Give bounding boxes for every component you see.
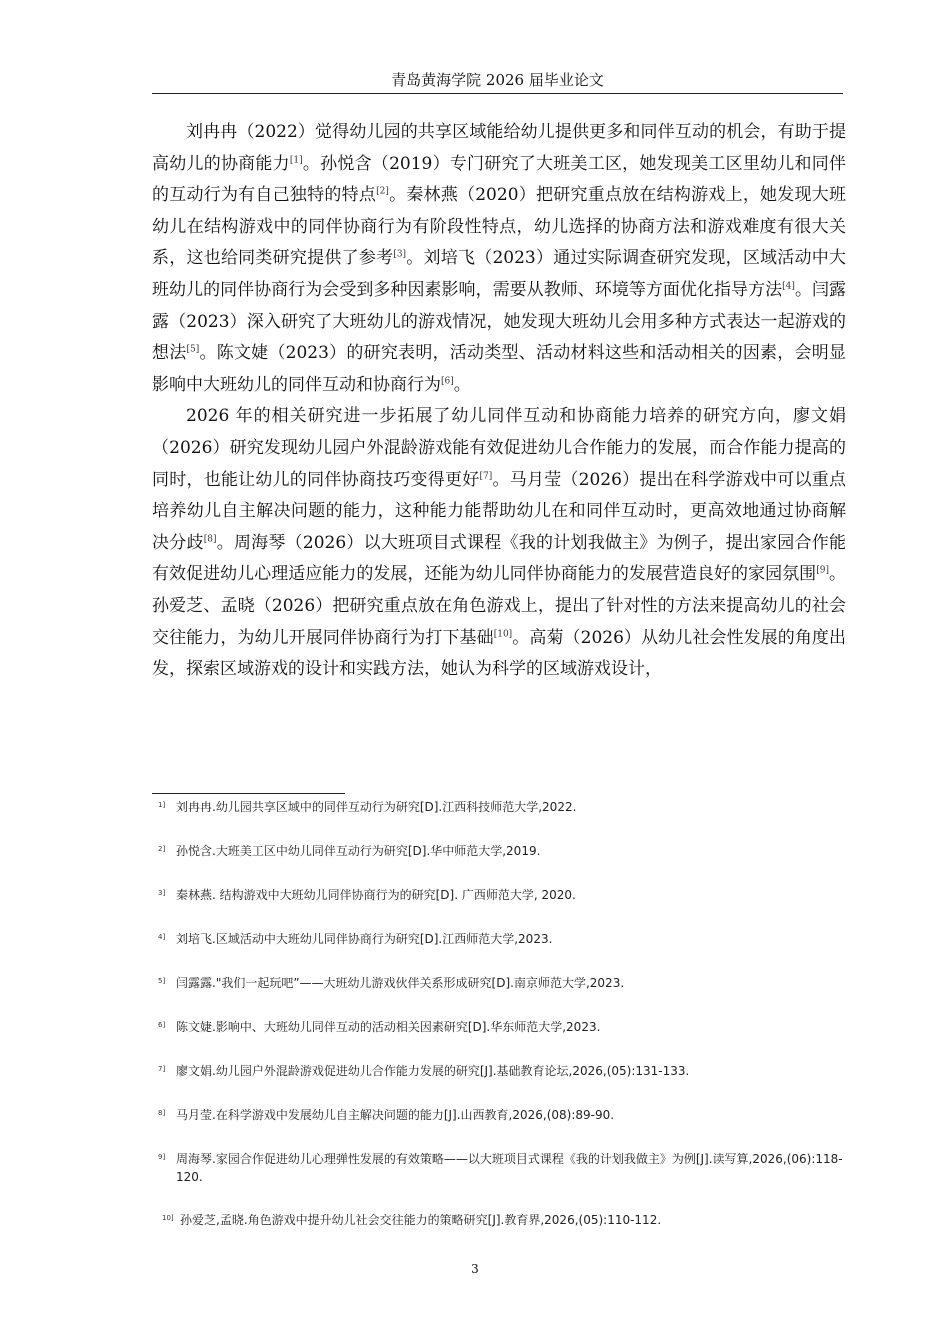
footnote-text: 周海琴.家园合作促进幼儿心理弹性发展的有效策略——以大班项目式课程《我的计划我做主》为例[J].读写算,2026,(06):118-120. — [176, 1152, 843, 1184]
citation-superscript: [6] — [441, 376, 454, 387]
paragraph-text: 。闫露露（2023）深入研究了大班幼儿的游戏情况，她发现大班幼儿会用多种方式表达一起游戏的想法 — [152, 279, 846, 364]
footnote — [158, 798, 852, 816]
footnote-text: 马月莹.在科学游戏中发展幼儿自主解决问题的能力[J].山西教育,2026,(08):89-90. — [176, 1108, 615, 1122]
footnote — [158, 1062, 852, 1080]
footnote-number: 6] — [158, 1021, 166, 1029]
citation-superscript: [3] — [393, 249, 407, 260]
footnote — [158, 930, 852, 948]
paragraph-text: 。高菊（2026）从幼儿社会性发展的角度出发，探索区域游戏的设计和实践方法，她认为科学的区域游戏设计， — [152, 627, 847, 680]
footnote-text: 孙爱芝,孟晓.角色游戏中提升幼儿社会交往能力的策略研究[J].教育界,2026,(05):110-112. — [180, 1213, 662, 1227]
footnote-number: 10] — [162, 1214, 174, 1222]
citation-superscript: [2] — [376, 186, 389, 197]
footnote-number: 9] — [158, 1153, 166, 1161]
footnote — [162, 1211, 856, 1229]
paragraph-text: 刘冉冉（2022）觉得幼儿园的共享区域能给幼儿提供更多和同伴互动的机会，有助于提高幼儿的协商能力 — [152, 122, 846, 174]
paragraph-text: 。周海琴（2026）以大班项目式课程《我的计划我做主》为例子，提出家园合作能有效促进幼儿心理适应能力的发展，还能为幼儿同伴协商能力的发展营造良好的家园氛围 — [152, 532, 847, 585]
paragraph-text: 。马月莹（2026）提出在科学游戏中可以重点培养幼儿自主解决问题的能力，这种能力能帮助幼儿在和同伴互动时，更高效地通过协商解决分歧 — [152, 469, 847, 553]
footnote — [158, 842, 852, 860]
footnote-text: 廖文娟.幼儿园户外混龄游戏促进幼儿合作能力发展的研究[J].基础教育论坛,2026,(05):131-133. — [176, 1064, 690, 1078]
paragraph-text: 。 — [453, 374, 471, 395]
footnote — [158, 1150, 852, 1186]
page-number: 3 — [471, 1262, 479, 1276]
footnote — [158, 1018, 852, 1036]
running-header: 青岛黄海学院 2026 届毕业论文 — [391, 71, 604, 89]
footnote-number: 7] — [158, 1065, 166, 1073]
footnote-text: 秦林燕. 结构游戏中大班幼儿同伴协商行为的研究[D]. 广西师范大学, 2020. — [176, 888, 576, 902]
paragraph-text: 。孙悦含（2019）专门研究了大班美工区，她发现美工区里幼儿和同伴的互动行为有自己独特的特点 — [152, 153, 847, 206]
footnote-text: 闫露露."我们一起玩吧”——大班幼儿游戏伙伴关系形成研究[D].南京师范大学,2023. — [176, 976, 625, 990]
paragraph-text: 。刘培飞（2023）通过实际调查研究发现，区域活动中大班幼儿的同伴协商行为会受到多种因素影响，需要从教师、环境等方面优化指导方法 — [152, 248, 846, 300]
paragraph-text: 。秦林燕（2020）把研究重点放在结构游戏上，她发现大班幼儿在结构游戏中的同伴协商行为有阶段性特点，幼儿选择的协商方法和游戏难度有很大关系，这也给同类研究提供了参考 — [152, 185, 847, 269]
footnote-number: 4] — [158, 933, 166, 941]
paragraph — [152, 401, 846, 685]
header-divider — [152, 93, 843, 94]
paragraph-text: 2026 年的相关研究进一步拓展了幼儿同伴互动和协商能力培养的研究方向，廖文娟（2026）研究发现幼儿园户外混龄游戏能有效促进幼儿合作能力的发展，而合作能力提高的同时，也能让幼儿的同伴协商技巧变得更好 — [152, 406, 846, 490]
footnote-number: 5] — [158, 977, 166, 985]
citation-superscript: [4] — [782, 281, 795, 292]
citation-superscript: [8] — [203, 534, 217, 545]
footnote — [158, 1106, 852, 1124]
footnote-text: 刘培飞.区域活动中大班幼儿同伴协商行为研究[D].江西师范大学,2023. — [176, 932, 553, 946]
paragraph-text: 。孙爱芝、孟晓（2026）把研究重点放在角色游戏上，提出了针对性的方法来提高幼儿的社会交往能力，为幼儿开展同伴协商行为打下基础 — [152, 564, 846, 648]
citation-superscript: [7] — [479, 470, 493, 481]
footnote-number: 3] — [158, 889, 166, 897]
body-text — [152, 117, 846, 686]
citation-superscript: [10] — [493, 628, 513, 639]
paragraph — [152, 117, 846, 401]
footnote-text: 孙悦含.大班美工区中幼儿同伴互动行为研究[D].华中师范大学,2019. — [176, 844, 541, 858]
footnote-text: 陈文婕.影响中、大班幼儿同伴互动的活动相关因素研究[D].华东师范大学,2023. — [176, 1020, 601, 1034]
footnote-number: 2] — [158, 845, 166, 853]
footnote-number: 8] — [158, 1109, 166, 1117]
footnote — [158, 974, 852, 992]
footnote-text: 刘冉冉.幼儿园共享区域中的同伴互动行为研究[D].江西科技师范大学,2022. — [176, 800, 577, 814]
footnote-number: 1] — [158, 801, 166, 809]
footnote-separator — [152, 793, 345, 794]
paragraph-text: 。陈文婕（2023）的研究表明，活动类型、活动材料这些和活动相关的因素，会明显影响中大班幼儿的同伴互动和协商行为 — [152, 343, 847, 395]
citation-superscript: [5] — [186, 344, 200, 355]
citation-superscript: [9] — [816, 565, 829, 576]
citation-superscript: [1] — [289, 154, 303, 165]
footnote — [158, 886, 852, 904]
